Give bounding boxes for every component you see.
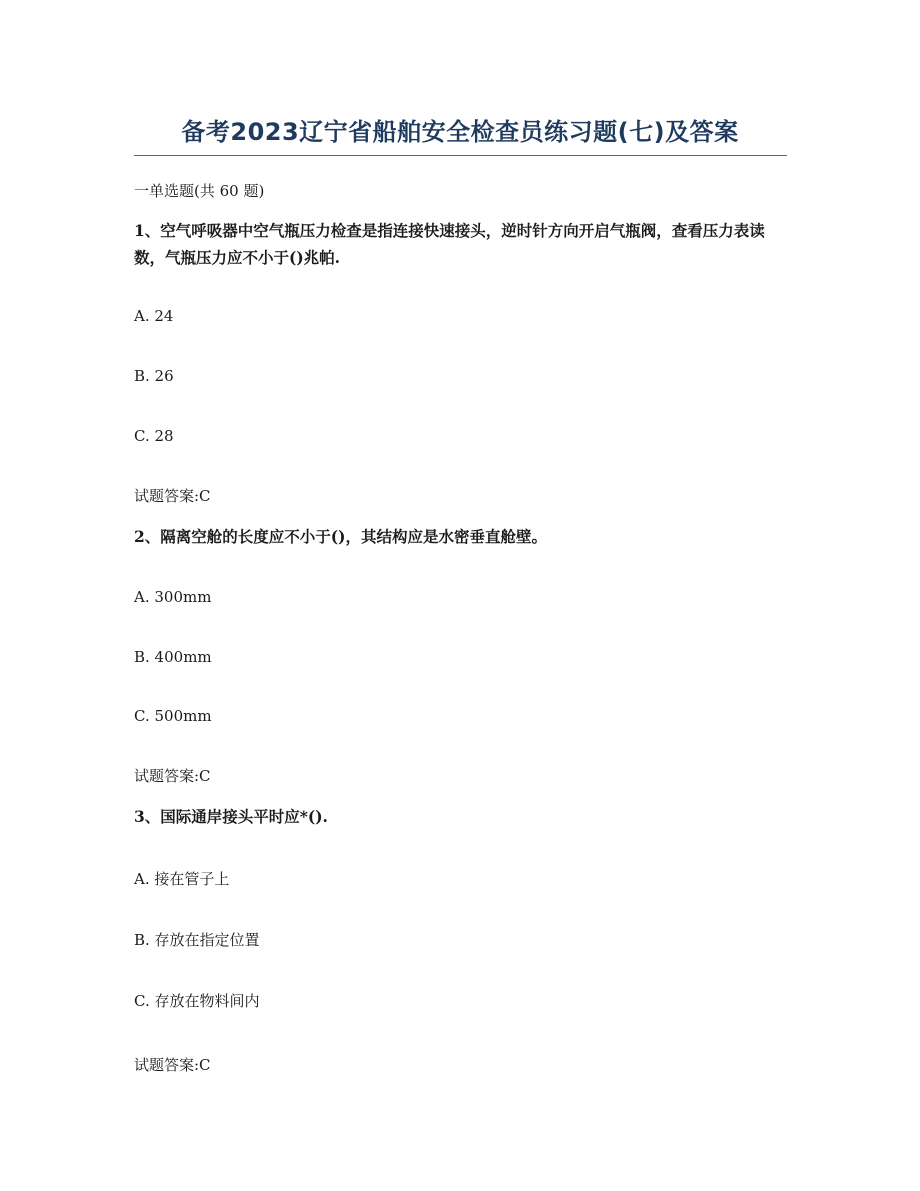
question-3-option-a: A. 接在管子上 xyxy=(134,870,230,888)
question-1-text: 1、空气呼吸器中空气瓶压力检查是指连接快速接头，逆时针方向开启气瓶阀，查看压力表读数，气瓶压力应不小于()兆帕. xyxy=(134,221,765,267)
question-3-answer: 试题答案:C xyxy=(134,1056,211,1074)
question-2-option-a: A. 300mm xyxy=(134,588,212,606)
question-2-option-b: B. 400mm xyxy=(134,648,212,666)
question-2-answer: 试题答案:C xyxy=(134,767,211,785)
question-3-text: 3、国际通岸接头平时应*(). xyxy=(134,807,328,826)
question-1-answer: 试题答案:C xyxy=(134,487,211,505)
section-label: 一单选题(共 60 题) xyxy=(134,182,265,200)
document-title: 备考2023辽宁省船舶安全检查员练习题(七)及答案 xyxy=(181,118,739,146)
question-1-option-b: B. 26 xyxy=(134,367,174,385)
question-2-text: 2、隔离空舱的长度应不小于()，其结构应是水密垂直舱壁。 xyxy=(134,527,547,546)
question-1-option-c: C. 28 xyxy=(134,427,174,445)
question-2-option-c: C. 500mm xyxy=(134,707,212,725)
question-1-option-a: A. 24 xyxy=(134,307,174,325)
question-3-option-b: B. 存放在指定位置 xyxy=(134,931,260,949)
question-3-option-c: C. 存放在物料间内 xyxy=(134,992,260,1010)
title-divider xyxy=(134,155,787,156)
